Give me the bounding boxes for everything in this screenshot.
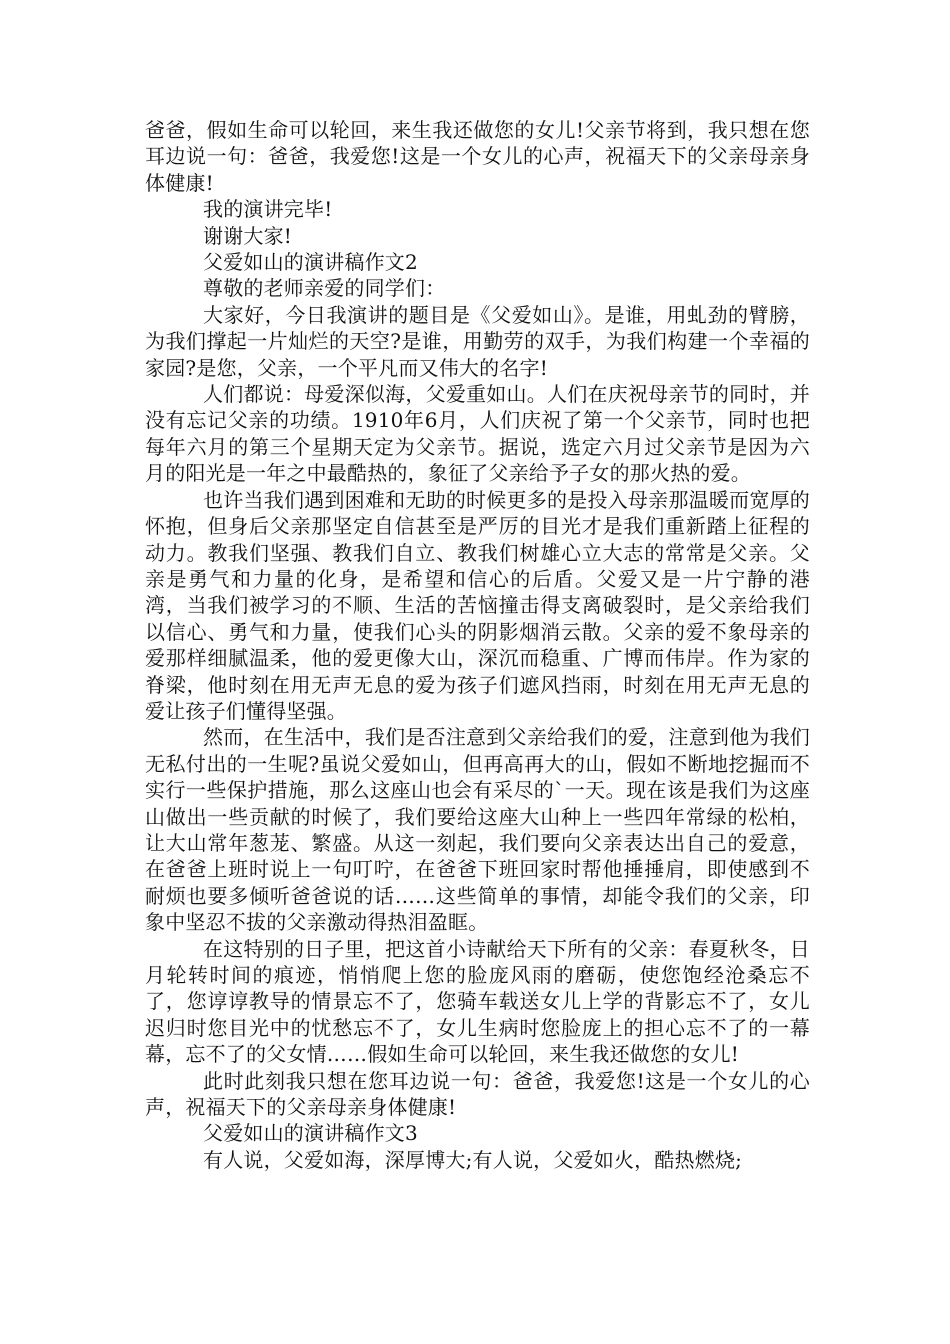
paragraph-speech-end: 我的演讲完毕! [203,197,333,222]
paragraph-essay-3-opening: 有人说，父爱如海，深厚博大;有人说，父爱如火，酷热燃烧; [203,1147,743,1172]
paragraph-poem: 在这特别的日子里，把这首小诗献给天下所有的父亲：春夏秋冬，日月轮转时间的痕迹，悄悄爬上您的脸庞风雨的磨砺，使您饱经沧桑忘不了，您谆谆教导的情景忘不了，您骑车载送女儿上学的背影忘不了，女儿迟归时您目光中的忧愁忘不了，女儿生病时您脸庞上的担心忘不了的一幕幕，忘不了的父女情……假如生命可以轮回，来生我还做您的女儿! [145,936,810,1067]
document-page [145,117,810,1173]
essay-title-3: 父爱如山的演讲稿作文3 [203,1121,418,1146]
paragraph-fathers-love: 也许当我们遇到困难和无助的时候更多的是投入母亲那温暖而宽厚的怀抱，但身后父亲那坚定自信甚至是严厉的目光才是我们重新踏上征程的动力。教我们坚强、教我们自立、教我们树雄心立大志的常常是父亲。父亲是勇气和力量的化身，是希望和信心的后盾。父爱又是一片宁静的港湾，当我们被学习的不顺、生活的苦恼撞击得支离破裂时，是父亲给我们以信心、勇气和力量，使我们心头的阴影烟消云散。父亲的爱不象母亲的爱那样细腻温柔，他的爱更像大山，深沉而稳重、广博而伟岸。作为家的脊梁，他时刻在用无声无息的爱为孩子们遮风挡雨，时刻在用无声无息的爱让孩子们懂得坚强。 [145,487,810,723]
paragraph-fathers-day-origin: 人们都说：母爱深似海，父爱重如山。人们在庆祝母亲节的同时，并没有忘记父亲的功绩。1910年6月，人们庆祝了第一个父亲节，同时也把每年六月的第三个星期天定为父亲节。据说，选定六月过父亲节是因为六月的阳光是一年之中最酷热的，象征了父亲给予子女的那火热的爱。 [145,382,810,486]
paragraph-giving-back: 然而，在生活中，我们是否注意到父亲给我们的爱，注意到他为我们无私付出的一生呢?虽说父爱如山，但再高再大的山，假如不断地挖掘而不实行一些保护措施，那么这座山也会有采尽的`一天。现在该是我们为这座山做出一些贡献的时候了，我们要给这座大山种上一些四年常绿的松柏，让大山常年葱茏、繁盛。从这一刻起，我们要向父亲表达出自己的爱意，在爸爸上班时说上一句叮咛，在爸爸下班回家时帮他捶捶肩，即使感到不耐烦也要多倾听爸爸说的话……这些简单的事情，却能令我们的父亲，印象中坚忍不拔的父亲激动得热泪盈眶。 [145,725,810,935]
paragraph-thanks: 谢谢大家! [203,223,293,248]
paragraph-intro: 大家好，今日我演讲的题目是《父爱如山》。是谁，用虬劲的臂膀，为我们撑起一片灿烂的天空?是谁，用勤劳的双手，为我们构建一个幸福的家园?是您，父亲，一个平凡而又伟大的名字! [145,302,810,380]
paragraph-final-wish: 此时此刻我只想在您耳边说一句：爸爸，我爱您!这是一个女儿的心声，祝福天下的父亲母亲身体健康! [145,1068,810,1120]
paragraph-greeting: 尊敬的老师亲爱的同学们： [203,276,446,301]
essay-title-2: 父爱如山的演讲稿作文2 [203,250,418,275]
paragraph-closing-wish: 爸爸，假如生命可以轮回，来生我还做您的女儿!父亲节将到，我只想在您耳边说一句：爸爸，我爱您!这是一个女儿的心声，祝福天下的父亲母亲身体健康! [145,118,810,195]
